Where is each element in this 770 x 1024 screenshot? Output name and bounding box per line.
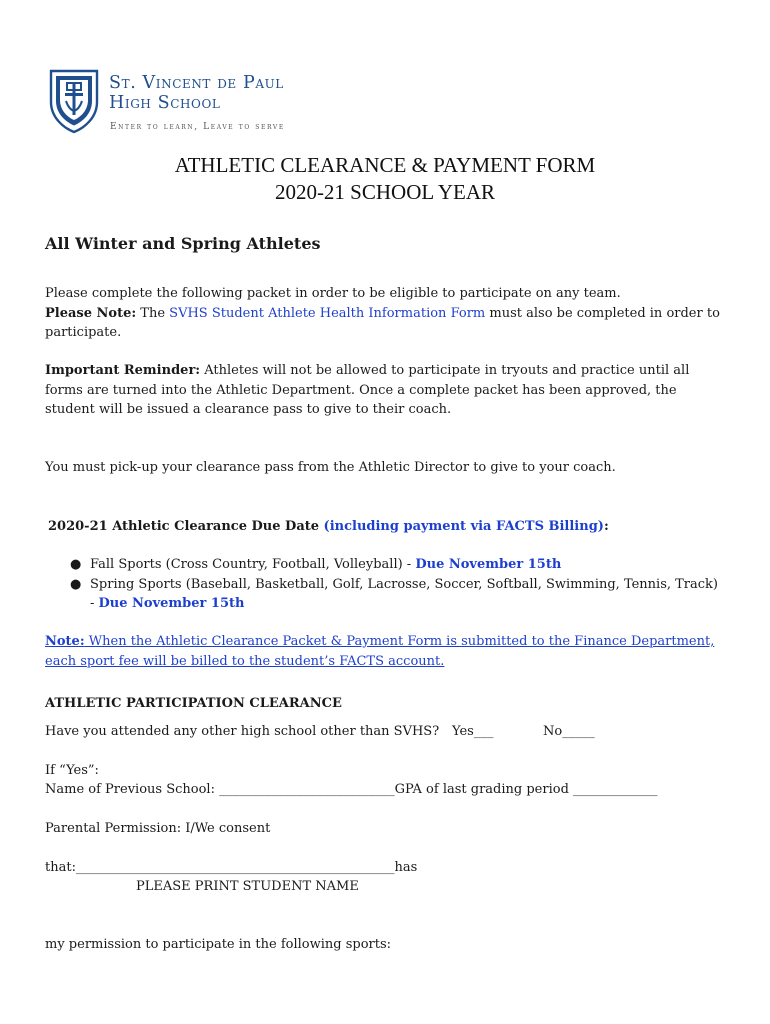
- reminder-paragraph: [45, 361, 725, 420]
- school-tagline: Enter to learn, Leave to serve: [110, 122, 285, 132]
- spring-sports-due: Due November 15th: [98, 596, 245, 611]
- school-crest-icon: [48, 68, 100, 134]
- list-item: [70, 555, 720, 575]
- subtitle: All Winter and Spring Athletes: [45, 234, 321, 253]
- school-logo: [48, 68, 310, 138]
- attended-question: Have you attended any other high school other than SVHS?: [45, 724, 440, 739]
- form-title: ATHLETIC CLEARANCE & PAYMENT FORM: [174, 153, 596, 177]
- bullet-icon: ●: [70, 576, 82, 592]
- list-item: [70, 575, 720, 614]
- facts-note: [45, 632, 725, 671]
- facts-note-label: Note:: [45, 634, 85, 649]
- due-date-text: 2020-21 Athletic Clearance Due Date: [48, 519, 324, 534]
- please-note-pre: The: [136, 305, 170, 321]
- due-date-colon: :: [603, 519, 609, 534]
- no-field[interactable]: No_____: [543, 724, 595, 739]
- health-form-link[interactable]: SVHS Student Athlete Health Information Form: [169, 305, 486, 321]
- intro-paragraph: [45, 284, 725, 343]
- due-date-highlight: (including payment via FACTS Billing): [323, 519, 604, 534]
- if-yes-label: If “Yes”:: [45, 763, 99, 778]
- pickup-paragraph: You must pick-up your clearance pass from the Athletic Director to give to your coach.: [45, 460, 616, 475]
- parental-permission-label: Parental Permission: I/We consent: [45, 821, 271, 836]
- facts-note-text: When the Athletic Clearance Packet & Payment Form is submitted to the Finance Department, each sport fee will be billed to the student’s FACTS account.: [45, 634, 715, 669]
- previous-school-field[interactable]: Name of Previous School: ___________________________GPA of last grading period _____________: [45, 782, 658, 797]
- participation-heading: ATHLETIC PARTICIPATION CLEARANCE: [45, 696, 342, 711]
- fall-sports-text: Fall Sports (Cross Country, Football, Volleyball) -: [90, 557, 416, 572]
- sports-permission-text: my permission to participate in the following sports:: [45, 937, 392, 952]
- school-name-line2: High School: [109, 93, 221, 113]
- spring-sports-text: Spring Sports (Baseball, Basketball, Golf, Lacrosse, Soccer, Softball, Swimming, Tennis, Track) -: [90, 576, 719, 611]
- intro-text: Please complete the following packet in order to be eligible to participate on any team.: [45, 286, 621, 301]
- fall-sports-due: Due November 15th: [415, 557, 562, 572]
- reminder-text: Athletes will not be allowed to participate in tryouts and practice until all forms are turned into the Athletic Department. Once a complete packet has been approved, the student will be issued a clearance pass to give to their coach.: [45, 363, 690, 417]
- due-date-heading: [48, 517, 728, 537]
- bullet-icon: ●: [70, 557, 82, 572]
- reminder-label: Important Reminder:: [45, 363, 201, 378]
- due-date-list: [70, 555, 720, 614]
- please-note-label: Please Note:: [45, 305, 137, 321]
- please-note-post: must also be completed in order to participate.: [45, 305, 720, 340]
- student-name-field[interactable]: that:_________________________________________________has: [45, 860, 418, 875]
- print-name-caption: PLEASE PRINT STUDENT NAME: [136, 879, 359, 894]
- yes-field[interactable]: Yes___: [452, 724, 494, 739]
- school-name-line1: St. Vincent de Paul: [109, 73, 284, 93]
- school-year-title: 2020-21 SCHOOL YEAR: [274, 180, 496, 204]
- school-name: [109, 73, 284, 113]
